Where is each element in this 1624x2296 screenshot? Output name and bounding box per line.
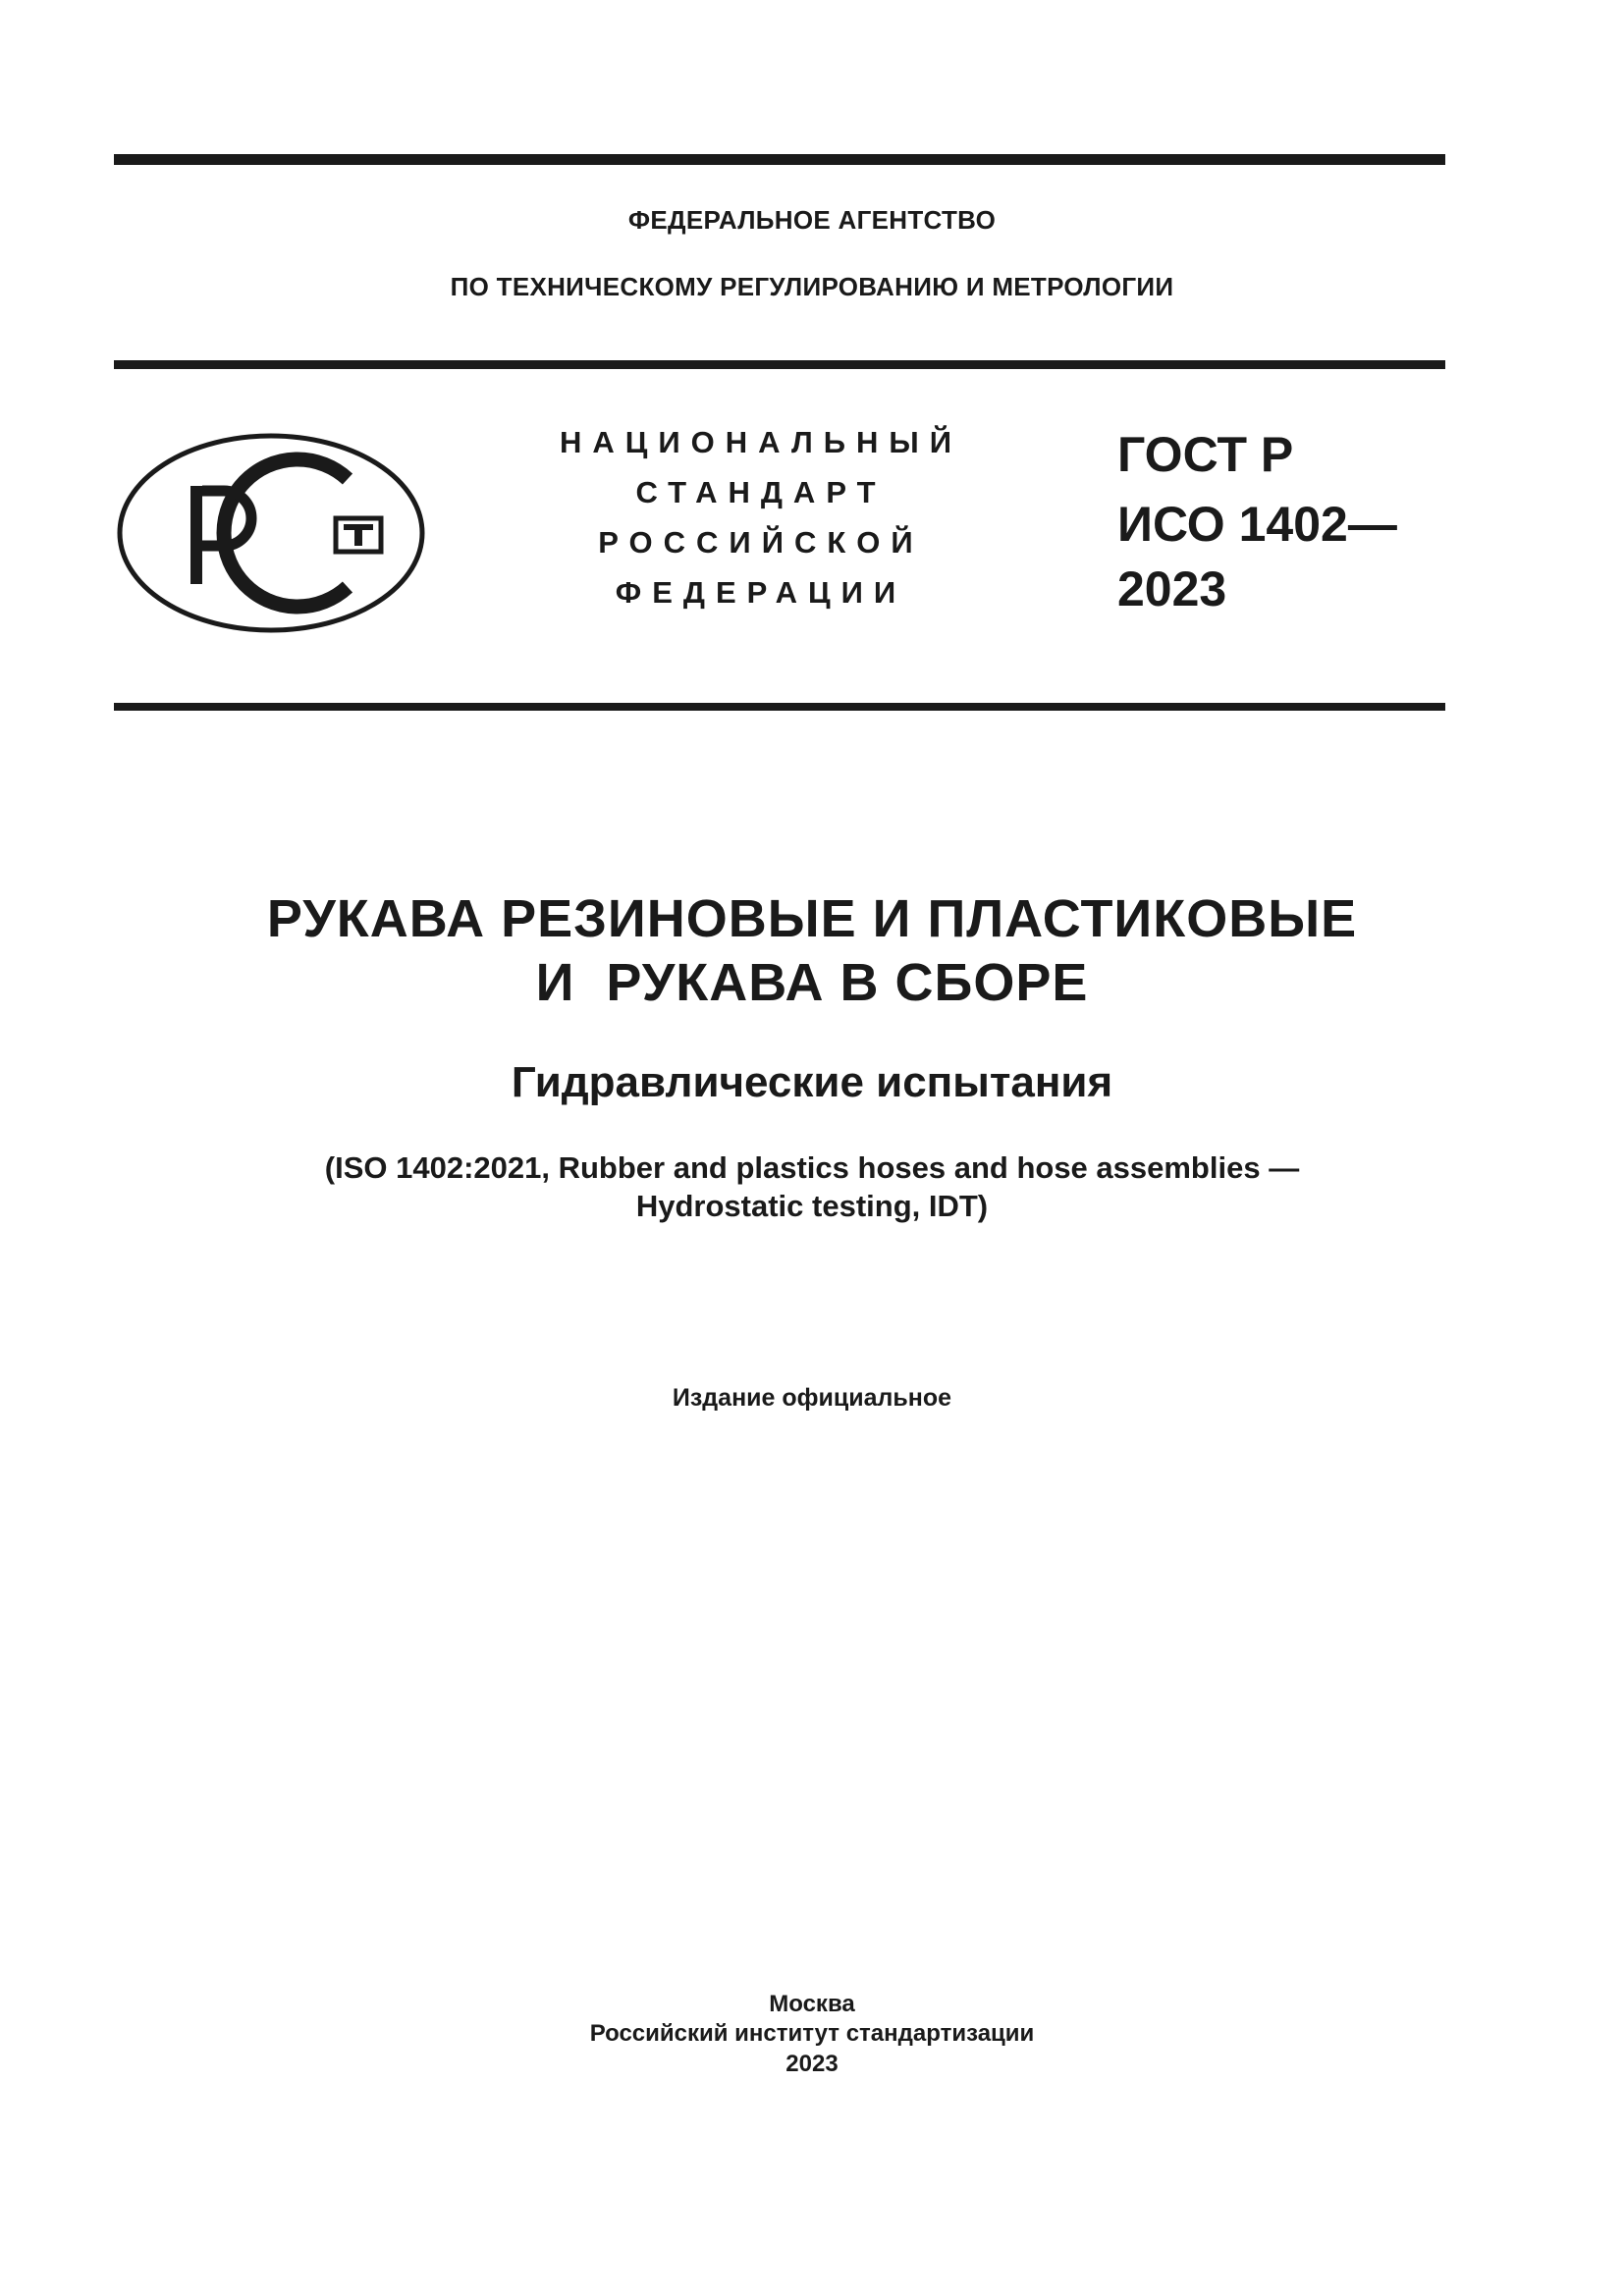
- iso-reference-line-2: Hydrostatic testing, IDT): [635, 1189, 989, 1223]
- designation-line-1: ГОСТ Р: [1117, 427, 1294, 482]
- imprint-publisher: Российский институт стандартизации: [589, 2020, 1035, 2047]
- document-title-line-1: РУКАВА РЕЗИНОВЫЕ И ПЛАСТИКОВЫЕ: [266, 889, 1358, 948]
- imprint-year: 2023: [785, 2051, 839, 2077]
- agency-name-line-1: ФЕДЕРАЛЬНОЕ АГЕНТСТВО: [627, 205, 997, 235]
- document-subtitle: Гидравлические испытания: [511, 1058, 1113, 1106]
- standard-type-line-3: РОССИЙСКОЙ: [598, 525, 924, 560]
- header-rule: [114, 360, 1445, 369]
- standard-type-line-1: НАЦИОНАЛЬНЫЙ: [559, 425, 963, 459]
- iso-reference-line-1: (ISO 1402:2021, Rubber and plastics hoses and hose assemblies —: [324, 1150, 1300, 1185]
- agency-name-line-2: ПО ТЕХНИЧЕСКОМУ РЕГУЛИРОВАНИЮ И МЕТРОЛОГИИ: [450, 272, 1174, 301]
- imprint-city: Москва: [769, 1991, 855, 2017]
- rst-mark-icon: [116, 432, 426, 634]
- designation-line-3: 2023: [1117, 561, 1227, 616]
- standard-type-line-2: СТАНДАРТ: [635, 475, 887, 509]
- top-rule: [114, 154, 1445, 165]
- header-bottom-rule: [114, 703, 1445, 711]
- document-title-line-2: И РУКАВА В СБОРЕ: [535, 953, 1089, 1012]
- designation-line-2: ИСО 1402—: [1117, 497, 1397, 552]
- standard-type-line-4: ФЕДЕРАЦИИ: [615, 575, 907, 610]
- edition-note: Издание официальное: [672, 1384, 952, 1412]
